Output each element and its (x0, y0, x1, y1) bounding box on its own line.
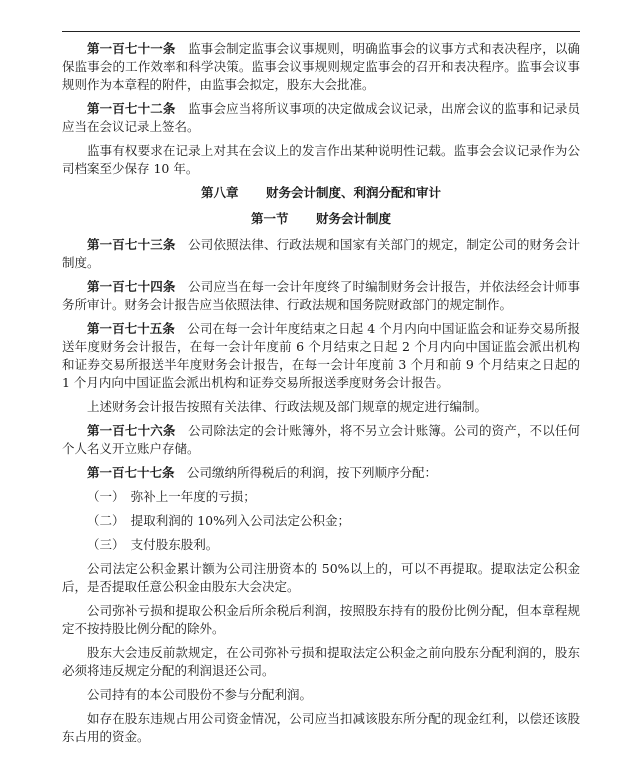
paragraph-text: 公司持有的本公司股份不参与分配利润。 (87, 687, 313, 702)
article-number: 第一百七十一条 (87, 41, 176, 56)
paragraph-text: 监事有权要求在记录上对其在会议上的发言作出某种说明性记载。监事会会议记录作为公司档案至少保存 10 年。 (62, 143, 580, 176)
article-174 (62, 278, 580, 314)
paragraph (62, 602, 580, 638)
list-item (62, 512, 580, 530)
section-heading (62, 210, 580, 228)
article-number: 第一百七十七条 (87, 465, 175, 480)
chapter-title: 财务会计制度、利润分配和审计 (266, 185, 442, 200)
chapter-heading (62, 184, 580, 202)
paragraph (62, 644, 580, 680)
article-number: 第一百七十二条 (87, 101, 176, 116)
list-item (62, 488, 580, 506)
paragraph-text: 公司弥补亏损和提取公积金后所余税后利润，按照股东持有的股份比例分配，但本章程规定不按持股比例分配的除外。 (62, 603, 580, 636)
paragraph-text: 上述财务会计报告按照有关法律、行政法规及部门规章的规定进行编制。 (87, 399, 488, 414)
article-number: 第一百七十五条 (87, 321, 175, 336)
article-text: 公司应当在每一会计年度终了时编制财务会计报告，并依法经会计师事务所审计。财务会计报告应当依照法律、行政法规和国务院财政部门的规定制作。 (62, 279, 580, 312)
article-175 (62, 320, 580, 392)
article-number: 第一百七十六条 (87, 423, 176, 438)
article-172 (62, 100, 580, 136)
article-177 (62, 464, 580, 482)
article-176 (62, 422, 580, 458)
article-text: 监事会制定监事会议事规则，明确监事会的议事方式和表决程序，以确保监事会的工作效率和科学决策。监事会议事规则规定监事会的召开和表决程序。监事会议事规则作为本章程的附件，由监事会拟定，股东大会批准。 (62, 41, 580, 92)
article-text: 监事会应当将所议事项的决定做成会议记录，出席会议的监事和记录员应当在会议记录上签名。 (62, 101, 580, 134)
paragraph (62, 398, 580, 416)
list-item-text: （一） 弥补上一年度的亏损； (87, 489, 256, 504)
article-number: 第一百七十四条 (87, 279, 176, 294)
article-text: 公司在每一会计年度结束之日起 4 个月内向中国证监会和证券交易所报送年度财务会计报告，在每一会计年度前 6 个月结束之日起 2 个月内向中国证监会派出机构和证券交易所报送半年度财务会计报告，在每一会计年度前 3 个月和前 9 个月结束之日起的 1 个月内向中国证监会派出机构和证券交易所报送季度财务会计报告。 (62, 321, 580, 390)
list-item-text: （三） 支付股东股利。 (87, 537, 219, 552)
article-173 (62, 236, 580, 272)
article-text: 公司缴纳所得税后的利润，按下列顺序分配： (174, 465, 438, 480)
header-rule (62, 31, 580, 32)
document-body (62, 40, 580, 752)
chapter-label: 第八章 (200, 185, 239, 200)
paragraph-text: 公司法定公积金累计额为公司注册资本的 50%以上的，可以不再提取。提取法定公积金后，是否提取任意公积金由股东大会决定。 (62, 561, 580, 594)
paragraph-text: 股东大会违反前款规定，在公司弥补亏损和提取法定公积金之前向股东分配利润的，股东必须将违反规定分配的利润退还公司。 (62, 645, 580, 678)
paragraph (62, 686, 580, 704)
article-text: 公司依照法律、行政法规和国家有关部门的规定，制定公司的财务会计制度。 (62, 237, 580, 270)
list-item (62, 536, 580, 554)
section-title: 财务会计制度 (316, 211, 392, 226)
list-item-text: （二） 提取利润的 10%列入公司法定公积金； (87, 513, 351, 528)
paragraph (62, 710, 580, 746)
paragraph (62, 142, 580, 178)
paragraph (62, 560, 580, 596)
paragraph-text: 如存在股东违规占用公司资金情况，公司应当扣减该股东所分配的现金红利，以偿还该股东占用的资金。 (62, 711, 580, 744)
article-171 (62, 40, 580, 94)
article-number: 第一百七十三条 (87, 237, 176, 252)
section-label: 第一节 (250, 211, 289, 226)
article-text: 公司除法定的会计账簿外，将不另立会计账簿。公司的资产，不以任何个人名义开立账户存储。 (62, 423, 580, 456)
